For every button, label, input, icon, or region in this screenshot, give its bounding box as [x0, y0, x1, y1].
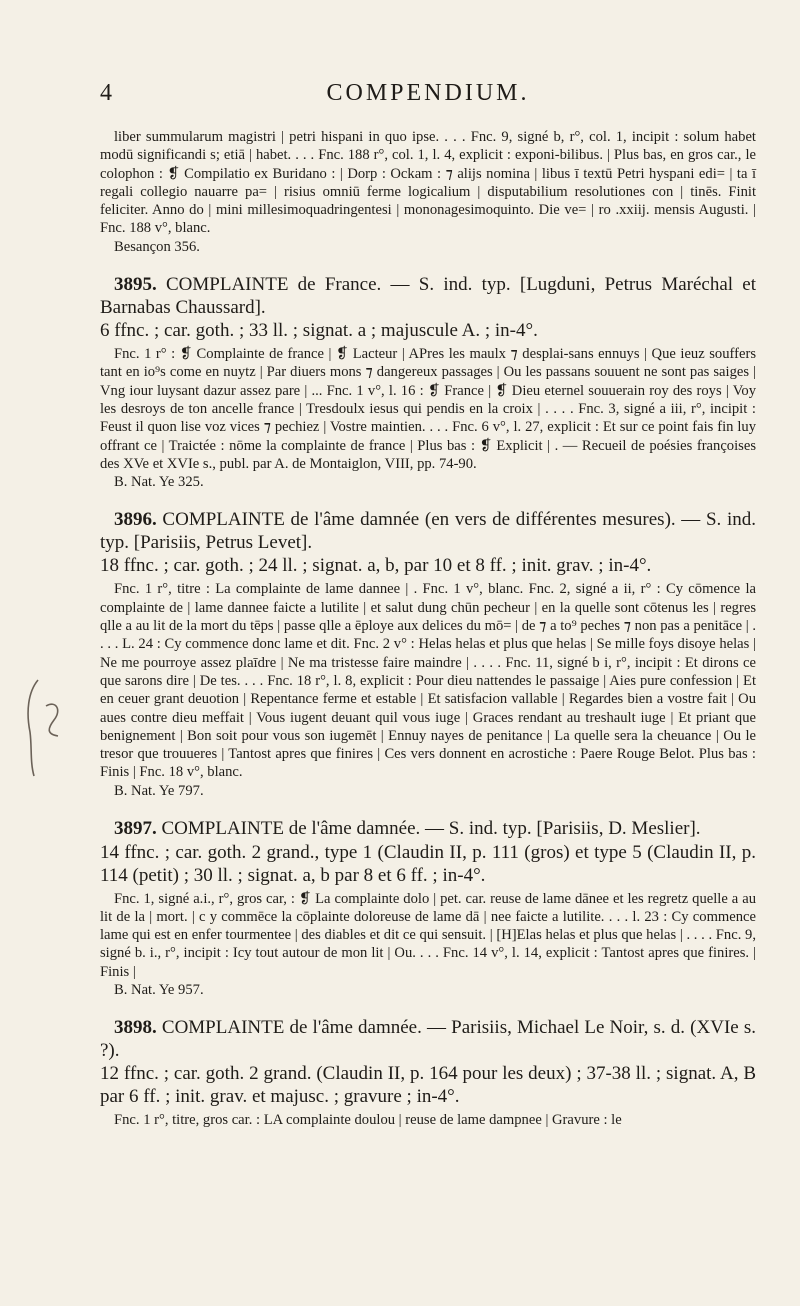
intro-location: Besançon 356. — [114, 238, 200, 255]
entry-subtitle: 18 ffnc. ; car. goth. ; 24 ll. ; signat. a, b, par 10 et 8 ff. ; init. grav. ; in-4°. — [100, 555, 652, 577]
entry-body: Fnc. 1 r° : ❡ Complainte de france | ❡ Lacteur | APres les maulx ⁊ desplai-sans ennuys | Que ieuz souffers tant en io⁹s come en nuytz | Par diuers mons ⁊ dangereux passages | Ou les passans souuent ne sont pas saiges | Vng iour luysant dazur assez pare | ... Fnc. 1 v°, l. 16 : ❡ France | ❡ Dieu eternel souuerain roy des roys | Voy les desroys de ton ancelle france | Tresdoulx iesus qui pendis en la croix | . . . . Fnc. 3, signé a iii, r°, incipit : Feust il quon lise voz vices ⁊ pechiez | Vostre maintien. . . . Fnc. 6 v°, l. 27, explicit : Et sur ce point fais fin luy offrant ce | Traictée : nōme la complainte de france | Plus bas : ❡ Explicit | . — Recueil de poésies françoises des XVe et XVIe s., publ. par A. de Montaiglon, VIII, pp. 74-90. — [100, 346, 756, 472]
entry-subtitle: 6 ffnc. ; car. goth. ; 33 ll. ; signat. a ; majuscule A. ; in-4°. — [100, 320, 538, 342]
entry-location: B. Nat. Ye 957. — [114, 982, 204, 998]
handwritten-margin-mark — [20, 672, 72, 782]
entry-number: 3896. — [114, 509, 157, 531]
running-title: COMPENDIUM. — [326, 80, 530, 106]
entry-body: Fnc. 1 r°, titre : La complainte de lame dannee | . Fnc. 1 v°, blanc. Fnc. 2, signé a ii, r° : Cy cōmence la complainte de | lame dannee faicte a lutilite | et salut dung chūn pecheur | en la quelle sont cōtenus les | regres qlle a au lit de la mort du tēps | passe qlle a ēploye aux delices du mō= | de ⁊ a to⁹ peches ⁊ non pas a penitāce | . . . . L. 24 : Cy commence donc lame et dit. Fnc. 2 v° : Helas helas et plus que helas | Se mille foys disoye helas | Ne me pourroye assez plaīdre | Ne ma tristesse faire maindre | . . . . Fnc. 11, signé b i, r°, incipit : Et dirons ce que sarons dire | De tes. . . . Fnc. 18 r°, l. 8, explicit : Pour dieu nattendes le passaige | Aies pure confession | Et en ceuer grant deuotion | Repentance ferme et estable | Et satisfacion vallable | Regardes bien a vostre fait | Ou aues contre dieu meffait | Vous iugent deuant quil vous iuge | Graces rendant au treshault iuge | Et priant que benignement | Bon soit pour vous son iugemēt | Ennuy nayes de penitance | La quelle sera la cheuance | Ou le tresor que trouueres | Tantost apres que finires | Ces vers donnent en acrostiche : Paere Rouge Belot. Plus bas : Finis | Fnc. 18 v°, blanc. — [100, 581, 756, 781]
entry-location: B. Nat. Ye 797. — [114, 782, 204, 799]
intro-paragraph: liber summularum magistri | petri hispani in quo ipse. . . . Fnc. 9, signé b, r°, col. 1, incipit : solum habet modū significandi s; etiā | habet. . . . Fnc. 188 r°, col. 1, l. 4, explicit : exponi-bilibus. | Plus bas, en gros car., le colophon : ❡ Compilatio ex Buridano : | Dorp : Ockam : ⁊ alijs nomina | libus ī textū Petri hyspani edi= | ta ī regali collegio nauarre pa= | risius omniū ferme logicalium | disputabilium resolutiones con | tinēs. Finit feliciter. Anno do | mini millesimoquadringentesi | mononagesimoquinto. Die ve= | ro .xxiij. mensis Augusti. | Fnc. 188 v°, blanc. — [100, 129, 756, 237]
entry-title-3898 — [100, 1017, 756, 1062]
entry-body: Fnc. 1 r°, titre, gros car. : LA complainte doulou | reuse de lame dampnee | Gravure : le — [114, 1112, 622, 1129]
entry-subtitle: 14 ffnc. ; car. goth. 2 grand., type 1 (Claudin II, p. 111 (gros) et type 5 (Claudin II, p. 114 (petit) ; 30 ll. ; signat. a, b par 8 et 6 ff. ; in-4°. — [100, 841, 756, 886]
entry-body: Fnc. 1, signé a.i., r°, gros car, : ❡ La complainte dolo | pet. car. reuse de lame dānee et les regretz quelle a au lit de la | mort. | c y commēce la cōplainte doloreuse de lame dā | nee faicte a lutilite. . . . l. 23 : Cy commence lame qui est en enfer tourmentee | des diables et dit ce qui sensuit. | [H]Elas helas et plus que helas | . . . . Fnc. 9, signé b. i., r°, incipit : Icy tout autour de mon lit | Ou. . . . Fnc. 14 v°, l. 14, explicit : Tantost apres que finires. | Finis | — [100, 890, 756, 980]
page-content — [100, 128, 756, 1130]
entry-number: 3898. — [114, 1017, 157, 1039]
entry-title-3896 — [100, 509, 756, 554]
entry-heading: COMPLAINTE de l'âme damnée. — Parisiis, Michael Le Noir, s. d. (XVIe s. ?). — [100, 1017, 756, 1061]
entry-number: 3897. — [114, 818, 157, 840]
entry-location: B. Nat. Ye 325. — [114, 474, 204, 491]
entry-number: 3895. — [114, 274, 157, 296]
entry-subtitle: 12 ffnc. ; car. goth. 2 grand. (Claudin II, p. 164 pour les deux) ; 37-38 ll. ; signat. A, B par 6 ff. ; init. grav. et majusc. ; gravure ; in-4°. — [100, 1063, 756, 1108]
entry-heading: COMPLAINTE de l'âme damnée (en vers de différentes mesures). — S. ind. typ. [Parisiis, Petrus Levet]. — [100, 509, 756, 553]
entry-heading: COMPLAINTE de l'âme damnée. — S. ind. typ. [Parisiis, D. Meslier]. — [161, 818, 701, 840]
entry-heading: COMPLAINTE de France. — S. ind. typ. [Lugduni, Petrus Maréchal et Barnabas Chaussard]. — [100, 274, 757, 318]
page-number: 4 — [100, 80, 112, 106]
page-header — [100, 80, 756, 112]
entry-title-3895 — [100, 274, 756, 319]
entry-title-3897 — [100, 818, 756, 841]
